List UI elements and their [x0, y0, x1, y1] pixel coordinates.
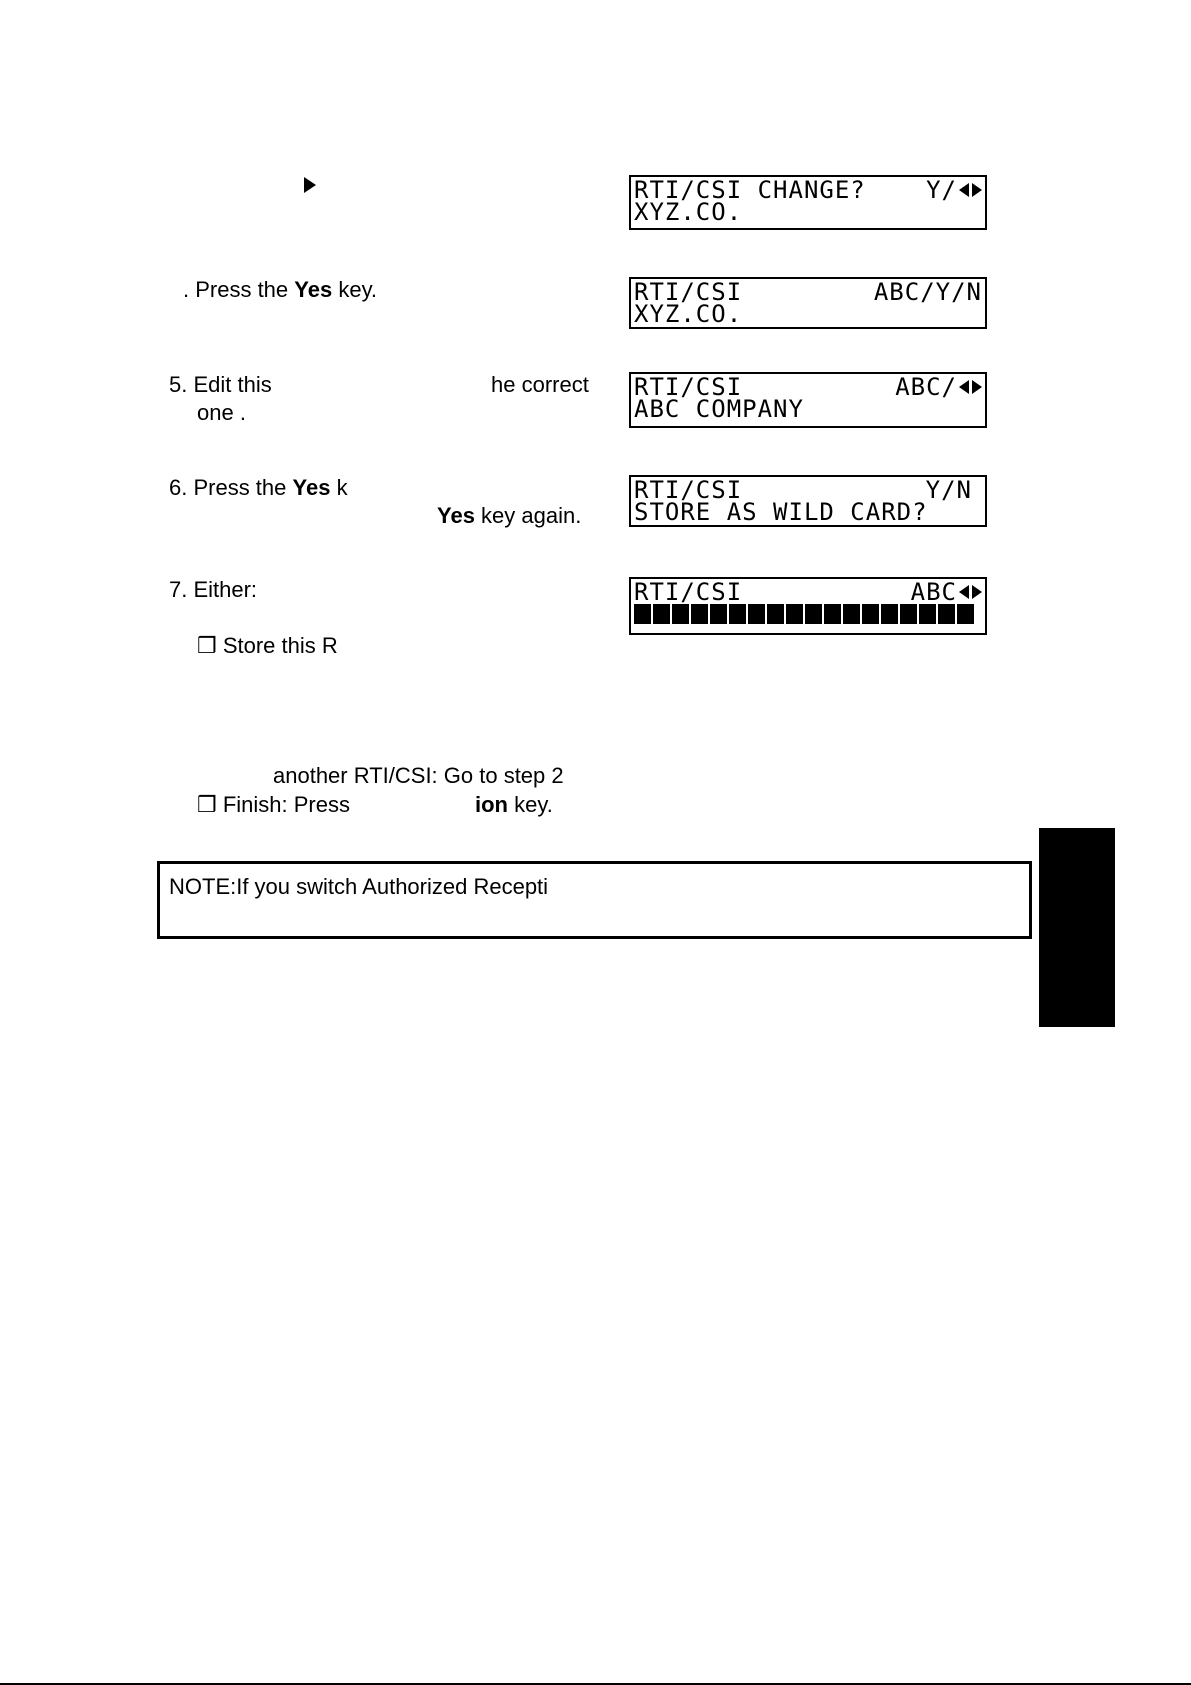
lcd-block-cell	[729, 604, 746, 624]
lcd-line-2: XYZ.CO.	[634, 201, 743, 223]
step-5-line2: one .	[197, 400, 246, 425]
lcd-block-cell	[710, 604, 727, 624]
lcd-line-1	[634, 281, 982, 303]
step-press-yes-prefix: . Press the	[183, 277, 295, 302]
lcd-line-1-left: RTI/CSI	[634, 376, 743, 398]
step-7-option-finish-prefix: ❒ Finish: Press	[197, 792, 350, 817]
lcd-line-2: ABC COMPANY	[634, 398, 804, 420]
lcd-block-cell	[843, 604, 860, 624]
lcd-display-confirm	[629, 277, 987, 329]
lcd-block-cell	[653, 604, 670, 624]
lcd-line-1	[634, 376, 982, 398]
lcd-line-1-right: ABC/Y/N	[873, 281, 982, 303]
lcd-block-cell	[938, 604, 955, 624]
lcd-line-1-right	[895, 376, 982, 398]
lcd-line-2: STORE AS WILD CARD?	[634, 501, 928, 523]
lcd-block-cell	[957, 604, 974, 624]
lcd-display-edit	[629, 372, 987, 428]
yes-key-label: Yes	[294, 277, 333, 302]
step-7-option-another: another RTI/CSI: Go to step 2	[273, 763, 564, 788]
step-6-suffix: k	[330, 475, 348, 500]
step-5-line1-right: he correct	[491, 372, 589, 397]
lcd-line-1-right-text: ABC	[910, 581, 957, 603]
lcd-line-1-left: RTI/CSI	[634, 581, 743, 603]
lcd-line-1-right	[926, 179, 982, 201]
note-text: NOTE:If you switch Authorized Recepti	[169, 874, 549, 899]
step-7-option-store: ❒ Store this R	[197, 633, 338, 658]
left-right-arrows-icon	[959, 380, 982, 394]
lcd-line-2: XYZ.CO.	[634, 303, 743, 325]
yes-key-label: Yes	[292, 475, 331, 500]
step-7-finish-suffix: key.	[508, 792, 553, 817]
lcd-line-1-left: RTI/CSI	[634, 479, 743, 501]
yes-key-label: Yes	[437, 503, 475, 528]
lcd-block-cell	[881, 604, 898, 624]
lcd-line-1	[634, 479, 982, 501]
step-press-yes-suffix: key.	[332, 277, 378, 302]
step-7-line1: 7. Either:	[169, 577, 258, 602]
lcd-block-cell	[900, 604, 917, 624]
lcd-block-cell	[919, 604, 936, 624]
lcd-block-cell	[862, 604, 879, 624]
lcd-block-cell	[824, 604, 841, 624]
lcd-block-cell	[786, 604, 803, 624]
step-5-line1-left: 5. Edit this	[169, 372, 272, 397]
step-press-yes	[183, 277, 377, 303]
lcd-block-cell	[805, 604, 822, 624]
lcd-block-cell	[748, 604, 765, 624]
section-tab	[1039, 828, 1115, 1027]
lcd-line-1	[634, 581, 982, 603]
step-6-line1	[169, 475, 348, 501]
lcd-line-1-right	[911, 581, 982, 603]
lcd-display-stored	[629, 577, 987, 635]
step-6-prefix: 6. Press the	[169, 475, 293, 500]
right-triangle-icon	[304, 177, 316, 193]
lcd-line-1-left: RTI/CSI CHANGE?	[634, 179, 866, 201]
lcd-display-wildcard	[629, 475, 987, 527]
step-6-line2-suffix: key again.	[474, 503, 582, 528]
lcd-block-cell	[767, 604, 784, 624]
lcd-block-cell	[672, 604, 689, 624]
lcd-line-1	[634, 179, 982, 201]
lcd-line-1-right: Y/N	[925, 479, 972, 501]
function-key-label: ion	[475, 792, 508, 817]
lcd-line-1-left: RTI/CSI	[634, 281, 743, 303]
left-right-arrows-icon	[959, 585, 982, 599]
lcd-line-1-right-text: ABC/	[895, 376, 957, 398]
step-7-option-finish-end	[475, 792, 553, 818]
left-right-arrows-icon	[959, 183, 982, 197]
lcd-block-cell	[691, 604, 708, 624]
step-6-line2	[437, 503, 581, 529]
note-box	[157, 861, 1032, 939]
lcd-line-1-right-text: Y/	[926, 179, 957, 201]
lcd-line-2-blocks	[634, 604, 982, 624]
lcd-display-change	[629, 175, 987, 230]
lcd-block-cell	[634, 604, 651, 624]
